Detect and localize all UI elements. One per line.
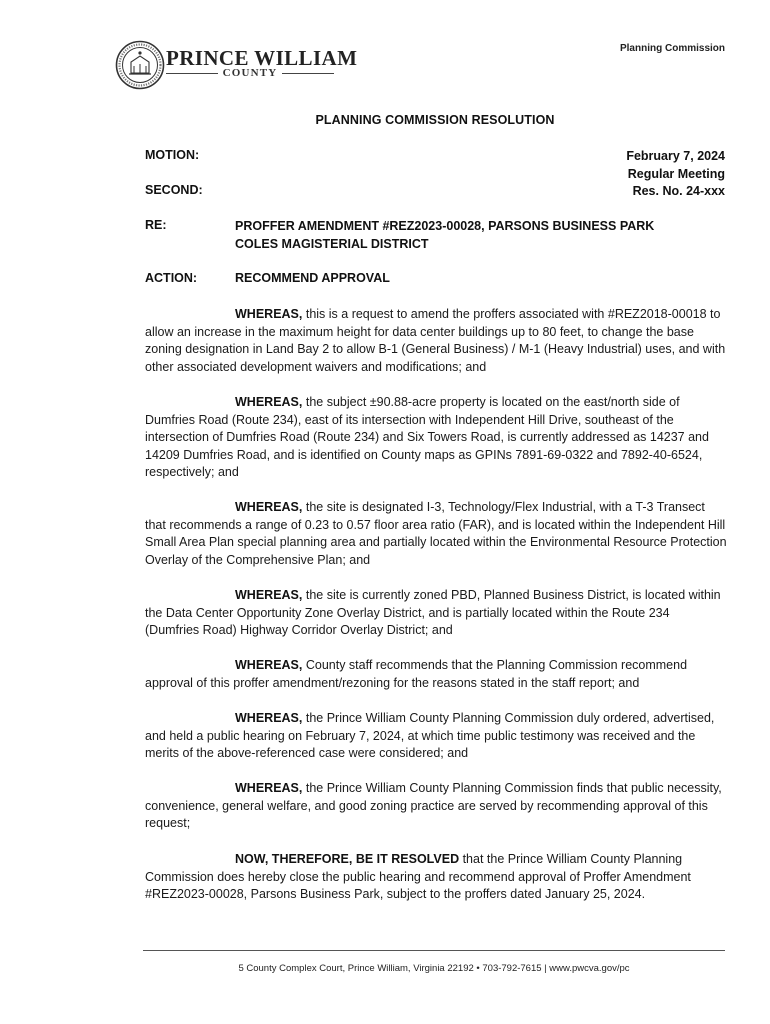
paragraph-lead: WHEREAS, bbox=[235, 588, 303, 602]
meeting-date: February 7, 2024 bbox=[626, 149, 725, 163]
resolution-number: Res. No. 24-xxx bbox=[632, 184, 725, 198]
paragraph-lead: WHEREAS, bbox=[235, 500, 303, 514]
whereas-paragraph bbox=[145, 394, 727, 482]
county-name: PRINCE WILLIAM bbox=[166, 46, 358, 70]
county-subtitle bbox=[166, 67, 334, 79]
action-value: RECOMMEND APPROVAL bbox=[235, 271, 390, 285]
paragraph-text: the Prince William County Planning Commission finds that public necessity, convenience, general welfare, and good zoning practice are served by recommending approval of this request; bbox=[145, 781, 722, 831]
whereas-paragraph bbox=[145, 587, 727, 640]
paragraph-lead: WHEREAS, bbox=[235, 711, 303, 725]
action-label: ACTION: bbox=[145, 271, 198, 285]
paragraph-text: the subject ±90.88-acre property is located on the east/north side of Dumfries Road (Route 234), east of its intersection with Independent Hill Drive, southeast of the intersection of Dumfries Road (Route 234) and Six Towers Road, is currently addressed as 14237 and 14209 Dumfries Road, and is identified on County maps as GPINs 7891-69-0322 and 7892-40-6524, respectively; and bbox=[145, 395, 709, 480]
footer-divider bbox=[143, 950, 725, 951]
motion-label: MOTION: bbox=[145, 148, 200, 162]
footer-address: 5 County Complex Court, Prince William, Virginia 22192 • 703-792-7615 | www.pwcva.gov/pc bbox=[238, 963, 630, 974]
meeting-info bbox=[626, 148, 725, 201]
paragraph-lead: WHEREAS, bbox=[235, 658, 303, 672]
whereas-paragraph bbox=[145, 657, 727, 692]
paragraph-text: County staff recommends that the Planning Commission recommend approval of this proffer amendment/rezoning for the reasons stated in the staff report; and bbox=[145, 658, 688, 690]
second-label: SECOND: bbox=[145, 183, 203, 197]
whereas-paragraph bbox=[145, 499, 727, 569]
paragraph-text: the Prince William County Planning Commission duly ordered, advertised, and held a public hearing on February 7, 2024, at which time public testimony was received and the merits of the above-referenced case were considered; and bbox=[145, 711, 715, 761]
re-line-1: PROFFER AMENDMENT #REZ2023-00028, PARSONS BUSINESS PARK bbox=[235, 219, 655, 233]
divider bbox=[282, 73, 334, 74]
whereas-paragraph bbox=[145, 780, 727, 833]
re-label: RE: bbox=[145, 218, 167, 232]
paragraph-text: that the Prince William County Planning Commission does hereby close the public hearing and recommend approval of Proffer Amendment #REZ2023-00028, Parsons Business Park, subject to the proffers dated January 25, 2024. bbox=[145, 852, 691, 902]
county-subtitle-text: COUNTY bbox=[222, 67, 278, 79]
whereas-paragraph bbox=[145, 306, 727, 376]
paragraph-lead: NOW, THEREFORE, BE IT RESOLVED bbox=[235, 852, 460, 866]
meeting-type: Regular Meeting bbox=[627, 166, 725, 181]
resolved-paragraph bbox=[145, 851, 727, 904]
re-line-2: COLES MAGISTERIAL DISTRICT bbox=[235, 236, 429, 251]
paragraph-text: this is a request to amend the proffers associated with #REZ2018-00018 to allow an increase in the maximum height for data center buildings up to 80 feet, to change the base zoning designation in Land Bay 2 to allow B-1 (General Business) / M-1 (Heavy Industrial) uses, and with other associated development waivers and modifications; and bbox=[145, 307, 726, 374]
divider bbox=[166, 73, 218, 74]
paragraph-text: the site is currently zoned PBD, Planned Business District, is located within the Data Center Opportunity Zone Overlay District, and is partially located within the Route 234 (Dumfries Road) Highway Corridor Overlay District; and bbox=[145, 588, 721, 638]
paragraph-lead: WHEREAS, bbox=[235, 395, 303, 409]
document-title: PLANNING COMMISSION RESOLUTION bbox=[315, 113, 555, 127]
whereas-paragraph bbox=[145, 710, 727, 763]
paragraph-text: the site is designated I-3, Technology/Flex Industrial, with a T-3 Transect that recommends a range of 0.23 to 0.57 floor area ratio (FAR), and is located within the Independent Hill Small Area Plan special planning area and partially located within the Environmental Resource Protection Overlay of the Comprehensive Plan; and bbox=[145, 500, 727, 567]
re-subject bbox=[235, 218, 654, 253]
county-seal-icon bbox=[115, 40, 165, 90]
paragraph-lead: WHEREAS, bbox=[235, 307, 303, 321]
paragraph-lead: WHEREAS, bbox=[235, 781, 303, 795]
department-name: Planning Commission bbox=[619, 43, 725, 54]
